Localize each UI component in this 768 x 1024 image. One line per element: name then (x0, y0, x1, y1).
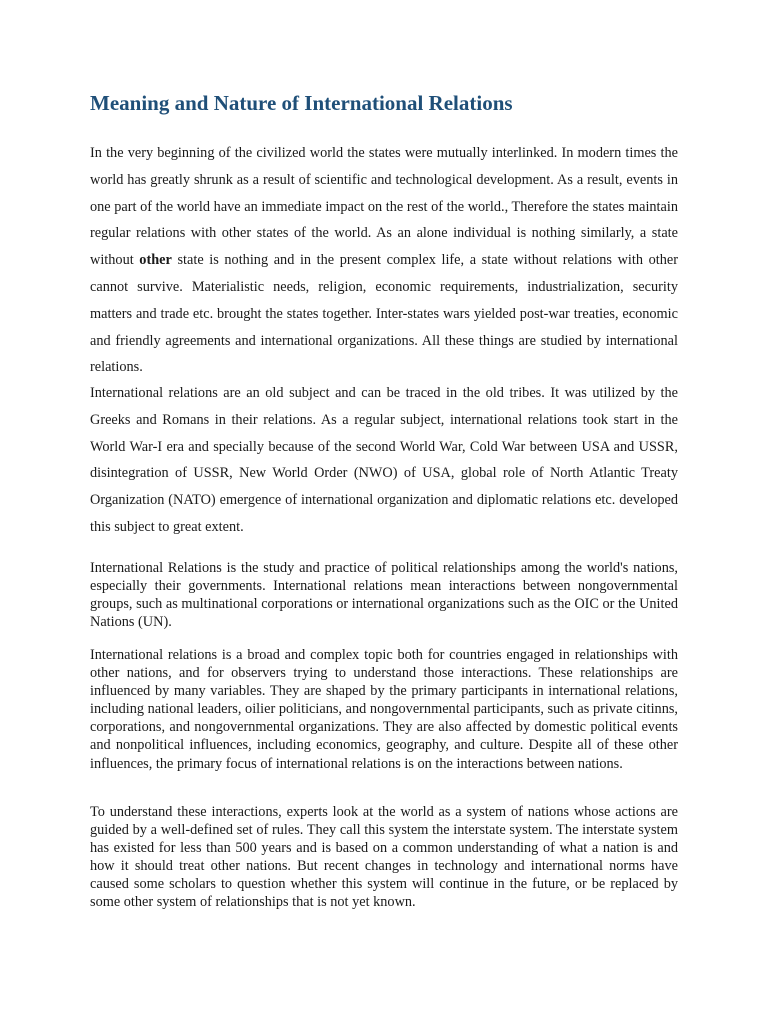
paragraph-4: International relations is a broad and complex topic both for countries engaged in relationships with other nations, and for observers trying to understand those interactions. These relationships are influenced by many variables. They are shaped by the primary participants in international relations, including national leaders, oilier politicians, and nongovernmental participants, such as private citinns, corporations, and nongovernmental organizations. They are also affected by domestic political events and nonpolitical influences, including economics, geography, and culture. Despite all of these other influences, the primary focus of international relations is on the interactions between nations. (90, 647, 678, 772)
paragraph-1 (90, 140, 678, 381)
paragraph-2: International relations are an old subject and can be traced in the old tribes. It was utilized by the Greeks and Romans in their relations. As a regular subject, international relations took start in the World War-I era and specially because of the second World War, Cold War between USA and USSR, disintegration of USSR, New World Order (NWO) of USA, global role of North Atlantic Treaty Organization (NATO) emergence of international organization and diplomatic relations etc. developed this subject to great extent. (90, 385, 678, 535)
paragraph-3: International Relations is the study and practice of political relationships among the world's nations, especially their governments. International relations mean interactions between nongovernmental groups, such as multinational corporations or international organizations such as the OIC or the United Nations (UN). (90, 560, 678, 631)
paragraph-5: To understand these interactions, experts look at the world as a system of nations whose actions are guided by a well-defined set of rules. They call this system the interstate system. The interstate system has existed for less than 500 years and is based on a common understanding of what a nation is and how it should treat other nations. But recent changes in technology and international norms have caused some scholars to question whether this system will continue in the future, or be replaced by some other system of relationships that is not yet known. (90, 804, 678, 911)
paragraph-1-text-end: state is nothing and in the present complex life, a state without relations with other cannot survive. Materialistic needs, religion, economic requirements, industrialization, security matters and trade etc. brought the states together. Inter-states wars yielded post-war treaties, economic and friendly agreements and international organizations. All these things are studied by international relations. (90, 252, 678, 376)
paragraph-1-text-start: In the very beginning of the civilized world the states were mutually interlinked. In modern times the world has greatly shrunk as a result of scientific and technological development. As a result, events in one part of the world have an immediate impact on the rest of the world., Therefore the states maintain regular relations with other states of the world. As an alone individual is nothing similarly, a state without (90, 145, 678, 269)
page-title: Meaning and Nature of International Relations (90, 91, 513, 115)
paragraph-1-bold-word: other (139, 252, 172, 269)
